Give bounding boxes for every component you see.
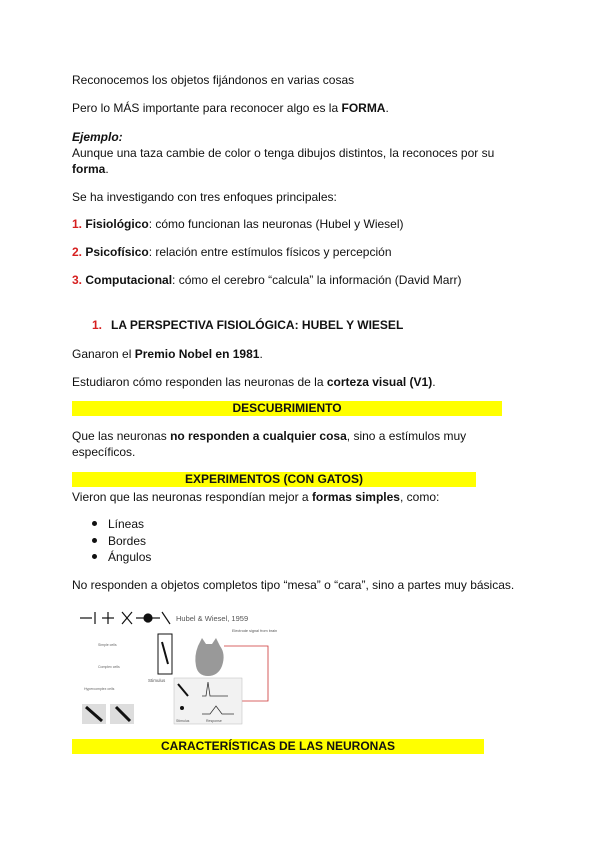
band-experimentos xyxy=(72,472,476,487)
forma-bold: FORMA xyxy=(341,101,386,115)
approach-name: Fisiológico xyxy=(85,217,149,231)
desc-bold: no responden a cualquier cosa xyxy=(170,429,347,443)
approach-desc: : relación entre estímulos físicos y percepción xyxy=(148,245,392,259)
enfoques-text: Se ha investigando con tres enfoques principales: xyxy=(72,190,337,204)
approach-desc: : cómo el cerebro “calcula” la información (David Marr) xyxy=(172,273,462,287)
label-electrode: Electrode signal from brain xyxy=(232,629,278,633)
no-responden-text: No responden a objetos completos tipo “mesa” o “cara”, sino a partes muy básicas. xyxy=(72,578,515,592)
forma-post: . xyxy=(385,101,389,115)
figure-svg xyxy=(78,606,278,726)
approach-item xyxy=(72,216,528,232)
band-label: DESCUBRIMIENTO xyxy=(232,401,342,415)
label-hyper: Hypercomplex cells xyxy=(84,687,115,691)
label-response: Response xyxy=(206,719,222,723)
intro-text: Reconocemos los objetos fijándonos en varias cosas xyxy=(72,73,355,87)
forma-pre: Pero lo MÁS importante para reconocer algo es la xyxy=(72,101,342,115)
intro-line xyxy=(72,72,528,88)
ejemplo-text: Aunque una taza cambie de color o tenga dibujos distintos, la reconoces por su xyxy=(72,146,495,160)
approach-item xyxy=(72,244,528,260)
band-label: CARACTERÍSTICAS DE LAS NEURONAS xyxy=(160,739,395,753)
exp-bold: formas simples xyxy=(311,490,400,504)
desc-post: , sino a estímulos muy específicos. xyxy=(72,429,467,459)
band-caracteristicas xyxy=(72,739,484,754)
approach-name: Computacional xyxy=(85,273,173,287)
section-title: LA PERSPECTIVA FISIOLÓGICA: HUBEL Y WIESEL xyxy=(111,318,404,332)
enfoques-line xyxy=(72,189,528,205)
ejemplo-block xyxy=(72,129,528,177)
hubel-wiesel-figure xyxy=(78,606,278,726)
nobel-post: . xyxy=(259,347,263,361)
exp-pre: Vieron que las neuronas respondían mejor a xyxy=(72,490,312,504)
list-item: Ángulos xyxy=(92,549,151,566)
label-complex: Complex cells xyxy=(98,665,120,669)
experimentos-text xyxy=(72,489,528,505)
figure-title: Hubel & Wiesel, 1959 xyxy=(176,614,249,623)
approach-desc: : cómo funcionan las neuronas (Hubel y Wiesel) xyxy=(148,217,404,231)
exp-post: , como: xyxy=(399,490,440,504)
descubrimiento-text xyxy=(72,428,492,460)
band-label: EXPERIMENTOS (CON GATOS) xyxy=(184,472,364,486)
list-item: Líneas xyxy=(92,516,151,533)
approach-number: 1. xyxy=(72,217,83,231)
v1-line xyxy=(72,374,528,390)
nobel-pre: Ganaron el xyxy=(72,347,135,361)
ejemplo-label: Ejemplo: xyxy=(72,130,123,144)
no-responden-line xyxy=(72,577,528,593)
label-stimulus: Stimulus xyxy=(148,678,166,683)
bullet-list xyxy=(92,516,151,566)
approach-number: 3. xyxy=(72,273,83,287)
label-simple: Simple cells xyxy=(98,643,117,647)
approach-item xyxy=(72,272,528,288)
section-heading xyxy=(92,318,403,332)
ejemplo-bold: forma xyxy=(72,162,106,176)
band-descubrimiento xyxy=(72,401,502,416)
approach-number: 2. xyxy=(72,245,83,259)
nobel-line xyxy=(72,346,528,362)
desc-pre: Que las neuronas xyxy=(72,429,171,443)
section-number: 1. xyxy=(92,318,103,332)
approach-name: Psicofísico xyxy=(85,245,149,259)
nobel-bold: Premio Nobel en 1981 xyxy=(134,347,260,361)
label-stimulus-2: Stimulus xyxy=(176,719,190,723)
v1-bold: corteza visual (V1) xyxy=(326,375,433,389)
v1-pre: Estudiaron cómo responden las neuronas de la xyxy=(72,375,327,389)
forma-line xyxy=(72,100,528,116)
v1-post: . xyxy=(432,375,436,389)
response-panel xyxy=(174,678,242,724)
ejemplo-post: . xyxy=(105,162,109,176)
list-item: Bordes xyxy=(92,533,151,550)
